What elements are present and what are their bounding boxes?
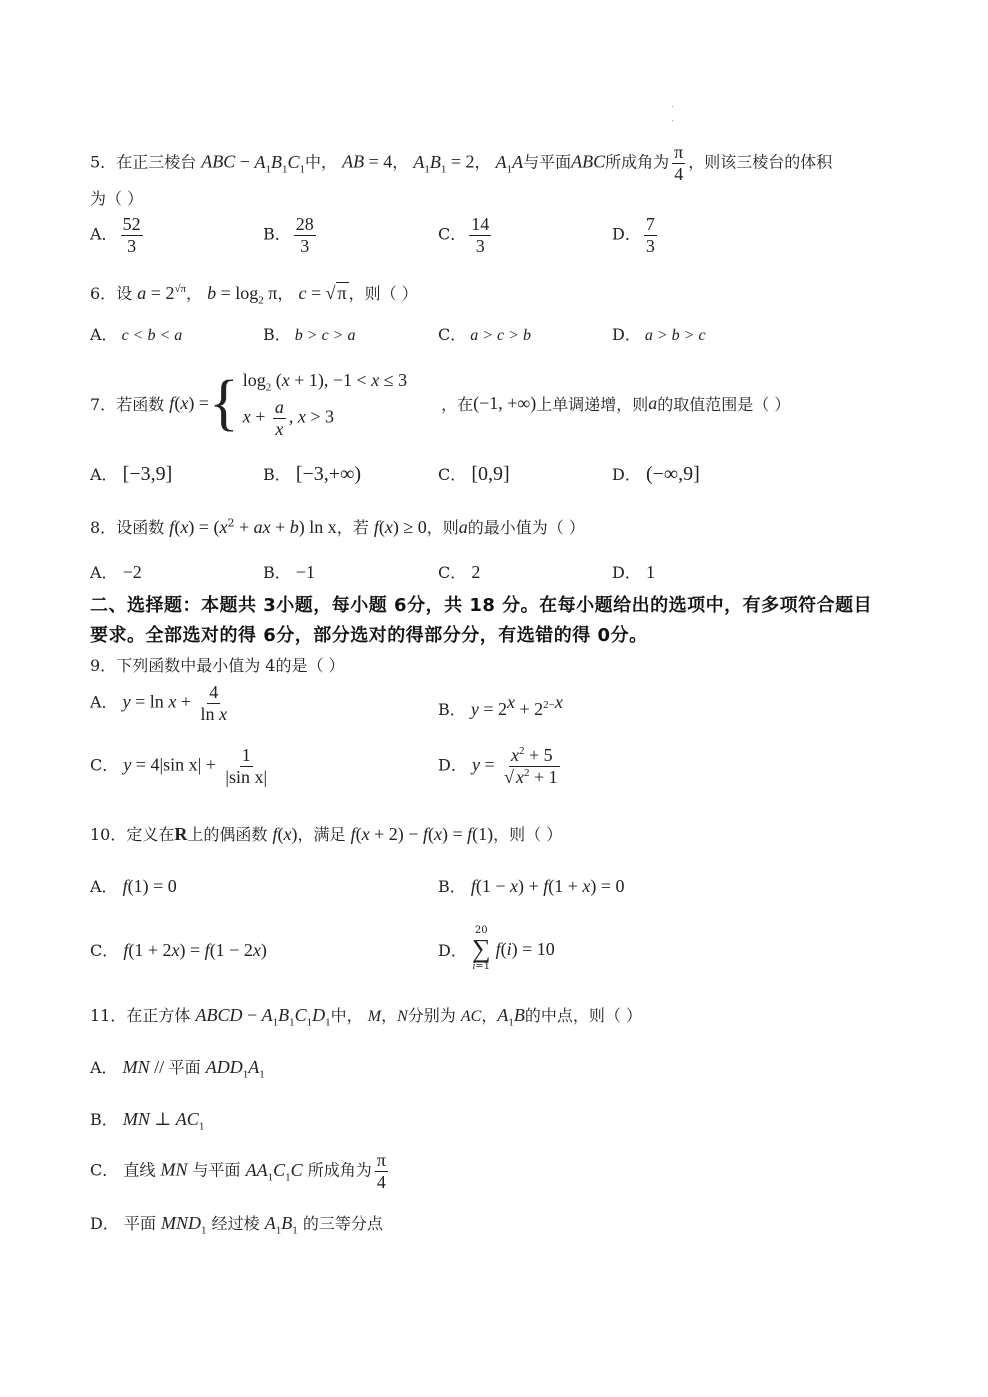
q7-option-a[interactable]: A． [−3,9] xyxy=(90,463,173,485)
q11-option-c[interactable]: C． 直线 MN 与平面 $AA_1C_1C$ 所成角为 $\frac{\pi}{4}$ xyxy=(90,1150,386,1192)
q8-option-a[interactable]: A． −2 xyxy=(90,562,142,582)
q5-option-d[interactable]: D． $\frac{7}{3}$ xyxy=(612,214,655,256)
q7-option-c[interactable]: C． [0,9] xyxy=(438,463,510,485)
q7-option-b[interactable]: B． [−3,+∞) xyxy=(263,463,361,485)
q6-option-b[interactable]: B． b > c > a xyxy=(263,325,356,344)
question-5-stem: 5．在正三棱台 ABC − $A_1B_1C_1$中， AB = 4， $A_1B_1 = 2$， $A_1A$与平面ABC所成角为 $\frac{\pi}{4}$ ，则该三棱台的体积 xyxy=(90,142,833,184)
q10-option-b[interactable]: B． f(1 − x) + f(1 + x) = 0 xyxy=(438,876,625,896)
q11-option-b[interactable]: B． MN ⊥ $AC_1$ xyxy=(90,1109,205,1133)
q11-option-d[interactable]: D． 平面 $MND_1$ 经过棱 $A_1B_1$ 的三等分点 xyxy=(90,1213,383,1237)
q9-option-b[interactable]: B． $y = 2^x + 2^{2-x}$ xyxy=(438,692,563,719)
q6-option-a[interactable]: A． c < b < a xyxy=(90,325,183,344)
q8-option-c[interactable]: C． 2 xyxy=(438,562,481,582)
stray-dot xyxy=(672,106,673,107)
question-5-stem-cont: 为（ ） xyxy=(90,189,144,208)
q8-option-b[interactable]: B． −1 xyxy=(263,562,316,582)
question-11-stem: 11．在正方体 ABCD − $A_1B_1C_1D_1$中， M，N分别为 AC，$A_1B$的中点，则（ ） xyxy=(90,1005,642,1029)
q8-option-d[interactable]: D． 1 xyxy=(612,562,655,582)
question-7-stem: 7． 若函数 f ( x ) = { $\log_2 (x + 1)$, −1 < x ≤ 3 x + $\frac{a}{x}$ , x > 3 ，在 (−1, +∞) 上单调递增，则 a 的取值范围是（ ） xyxy=(90,369,791,440)
q5-option-a[interactable]: A． $\frac{52}{3}$ xyxy=(90,214,141,256)
q6-option-d[interactable]: D． a > b > c xyxy=(612,325,706,344)
q7-option-d[interactable]: D． (−∞,9] xyxy=(612,463,700,485)
q5-option-c[interactable]: C． $\frac{14}{3}$ xyxy=(438,214,490,256)
q9-option-d[interactable]: D． y = $\frac{x^2 + 5}{√ x^2 + 1}$ xyxy=(438,745,558,787)
section-2-heading-line2: 要求。全部选对的得 6分，部分选对的得部分分，有选错的得 0分。 xyxy=(90,625,648,646)
q5-option-b[interactable]: B． $\frac{28}{3}$ xyxy=(263,214,314,256)
question-6-stem: 6．设 $a = 2^{√\pi}$， $b = \log_2 \pi$， c = √ π ，则（ ） xyxy=(90,283,418,307)
q10-option-a[interactable]: A． f(1) = 0 xyxy=(90,876,177,896)
q6-option-c[interactable]: C． a > c > b xyxy=(438,325,531,344)
question-10-stem: 10．定义在R上的偶函数 f(x)，满足 f(x + 2) − f(x) = f(1)，则（ ） xyxy=(90,824,563,844)
q10-option-c[interactable]: C． f(1 + 2x) = f(1 − 2x) xyxy=(90,940,267,960)
q9-option-a[interactable]: A． y = ln x + $\frac{4}{\text{ln x}}$ xyxy=(90,682,227,724)
question-9-stem: 9．下列函数中最小值为 4的是（ ） xyxy=(90,656,345,675)
section-2-heading-line1: 二、选择题：本题共 3小题，每小题 6分，共 18 分。在每小题给出的选项中，有多项符合题目 xyxy=(90,595,873,616)
q9-option-c[interactable]: C． y = 4|sin x| + $\frac{1}{\text{|sin x|}}$ xyxy=(90,745,268,787)
question-8-stem: 8．设函数 $f(x) = (x^2$ + ax + b) ln x，若 f(x) ≥ 0，则a的最小值为（ ） xyxy=(90,516,585,537)
q11-option-a[interactable]: A． MN // 平面 $ADD_1A_1$ xyxy=(90,1057,265,1081)
q10-option-d[interactable]: D． 20 ∑ i=1 f ( i ) = 10 xyxy=(438,925,555,972)
stray-dot xyxy=(672,120,673,121)
